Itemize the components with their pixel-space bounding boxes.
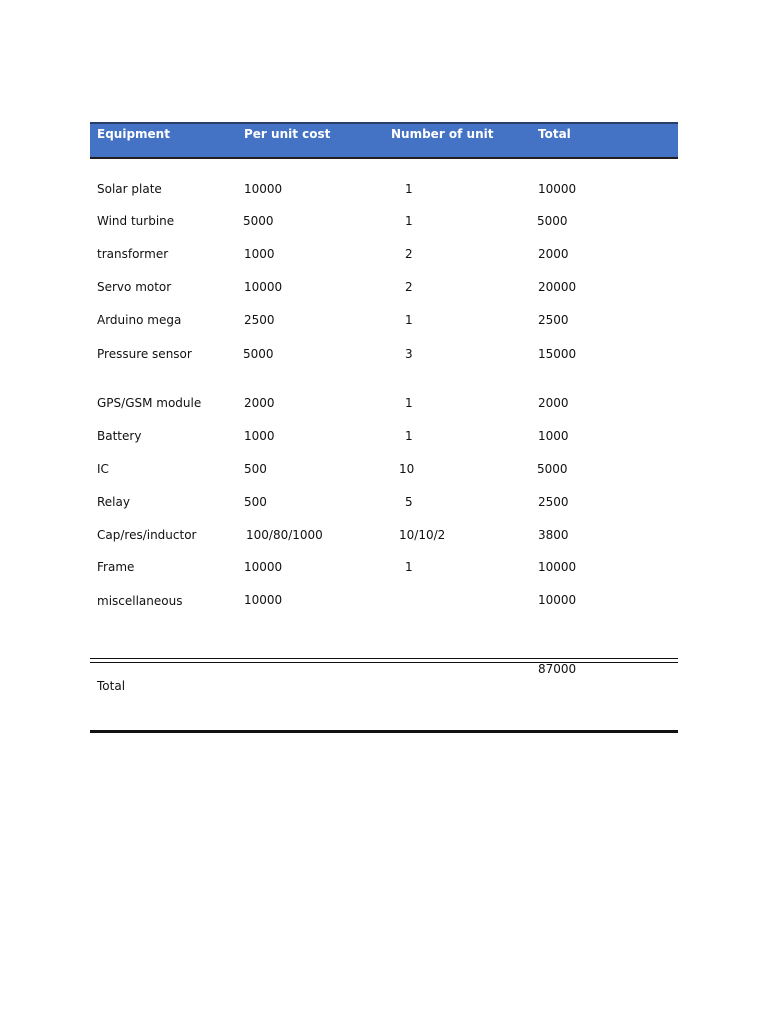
cell-number-of-unit: 2 bbox=[405, 280, 413, 294]
cell-total: 10000 bbox=[538, 560, 577, 574]
cell-per-unit-cost: 10000 bbox=[244, 280, 283, 294]
table-header bbox=[90, 122, 678, 159]
cell-per-unit-cost: 10000 bbox=[244, 560, 283, 574]
cell-number-of-unit: 1 bbox=[405, 182, 413, 196]
cell-equipment: Battery bbox=[97, 429, 142, 443]
cell-equipment: Arduino mega bbox=[97, 313, 182, 327]
cell-number-of-unit: 1 bbox=[405, 560, 413, 574]
cell-total: 15000 bbox=[538, 347, 577, 361]
cell-equipment: Wind turbine bbox=[97, 214, 175, 228]
cell-per-unit-cost: 1000 bbox=[244, 247, 275, 261]
table-row bbox=[90, 560, 678, 578]
cell-number-of-unit: 5 bbox=[405, 495, 413, 509]
table-row bbox=[90, 247, 678, 265]
cell-equipment: Pressure sensor bbox=[97, 347, 192, 361]
cell-equipment: Cap/res/inductor bbox=[97, 528, 197, 542]
cell-number-of-unit: 1 bbox=[405, 429, 413, 443]
cell-per-unit-cost: 2500 bbox=[244, 313, 275, 327]
table-bottom-border bbox=[90, 730, 678, 733]
cell-total: 5000 bbox=[537, 462, 568, 476]
cell-equipment: Frame bbox=[97, 560, 135, 574]
cell-number-of-unit: 3 bbox=[405, 347, 413, 361]
cell-per-unit-cost: 100/80/1000 bbox=[246, 528, 323, 542]
cell-number-of-unit: 1 bbox=[405, 214, 413, 228]
table-row bbox=[90, 214, 678, 232]
table-row bbox=[90, 429, 678, 447]
cell-total: 2500 bbox=[538, 313, 569, 327]
grand-total-label: Total bbox=[97, 679, 126, 693]
cell-total: 2000 bbox=[538, 396, 569, 410]
table-row bbox=[90, 280, 678, 298]
table-row bbox=[90, 495, 678, 513]
cell-per-unit-cost: 5000 bbox=[243, 347, 274, 361]
cell-number-of-unit: 10/10/2 bbox=[399, 528, 446, 542]
cell-per-unit-cost: 1000 bbox=[244, 429, 275, 443]
table-row bbox=[90, 182, 678, 200]
cell-total: 3800 bbox=[538, 528, 569, 542]
cell-total: 2000 bbox=[538, 247, 569, 261]
cell-equipment: Servo motor bbox=[97, 280, 172, 294]
table-row bbox=[90, 462, 678, 480]
cost-table bbox=[90, 122, 678, 734]
cell-per-unit-cost: 5000 bbox=[243, 214, 274, 228]
cell-equipment: transformer bbox=[97, 247, 169, 261]
cell-number-of-unit: 1 bbox=[405, 313, 413, 327]
cell-equipment: miscellaneous bbox=[97, 594, 183, 608]
grand-total-value: 87000 bbox=[538, 662, 577, 676]
table-row bbox=[90, 594, 678, 612]
cell-total: 10000 bbox=[538, 182, 577, 196]
table-footer bbox=[90, 662, 678, 680]
cell-equipment: GPS/GSM module bbox=[97, 396, 202, 410]
cell-total: 1000 bbox=[538, 429, 569, 443]
cell-total: 10000 bbox=[538, 593, 577, 607]
cell-per-unit-cost: 2000 bbox=[244, 396, 275, 410]
cell-number-of-unit: 2 bbox=[405, 247, 413, 261]
table-footer-label-row bbox=[90, 679, 678, 697]
cell-per-unit-cost: 10000 bbox=[244, 593, 283, 607]
cell-equipment: Relay bbox=[97, 495, 130, 509]
header-total: Total bbox=[538, 127, 571, 141]
header-number-of-unit: Number of unit bbox=[391, 127, 494, 141]
cell-number-of-unit: 10 bbox=[399, 462, 415, 476]
table-row bbox=[90, 396, 678, 414]
table-row bbox=[90, 313, 678, 331]
cell-number-of-unit: 1 bbox=[405, 396, 413, 410]
cell-equipment: IC bbox=[97, 462, 109, 476]
cell-total: 5000 bbox=[537, 214, 568, 228]
cell-total: 2500 bbox=[538, 495, 569, 509]
header-per-unit-cost: Per unit cost bbox=[244, 127, 331, 141]
cell-per-unit-cost: 10000 bbox=[244, 182, 283, 196]
cell-per-unit-cost: 500 bbox=[244, 495, 267, 509]
header-equipment: Equipment bbox=[97, 127, 170, 141]
cell-per-unit-cost: 500 bbox=[244, 462, 267, 476]
table-row bbox=[90, 347, 678, 365]
cell-equipment: Solar plate bbox=[97, 182, 162, 196]
cell-total: 20000 bbox=[538, 280, 577, 294]
table-row bbox=[90, 528, 678, 546]
